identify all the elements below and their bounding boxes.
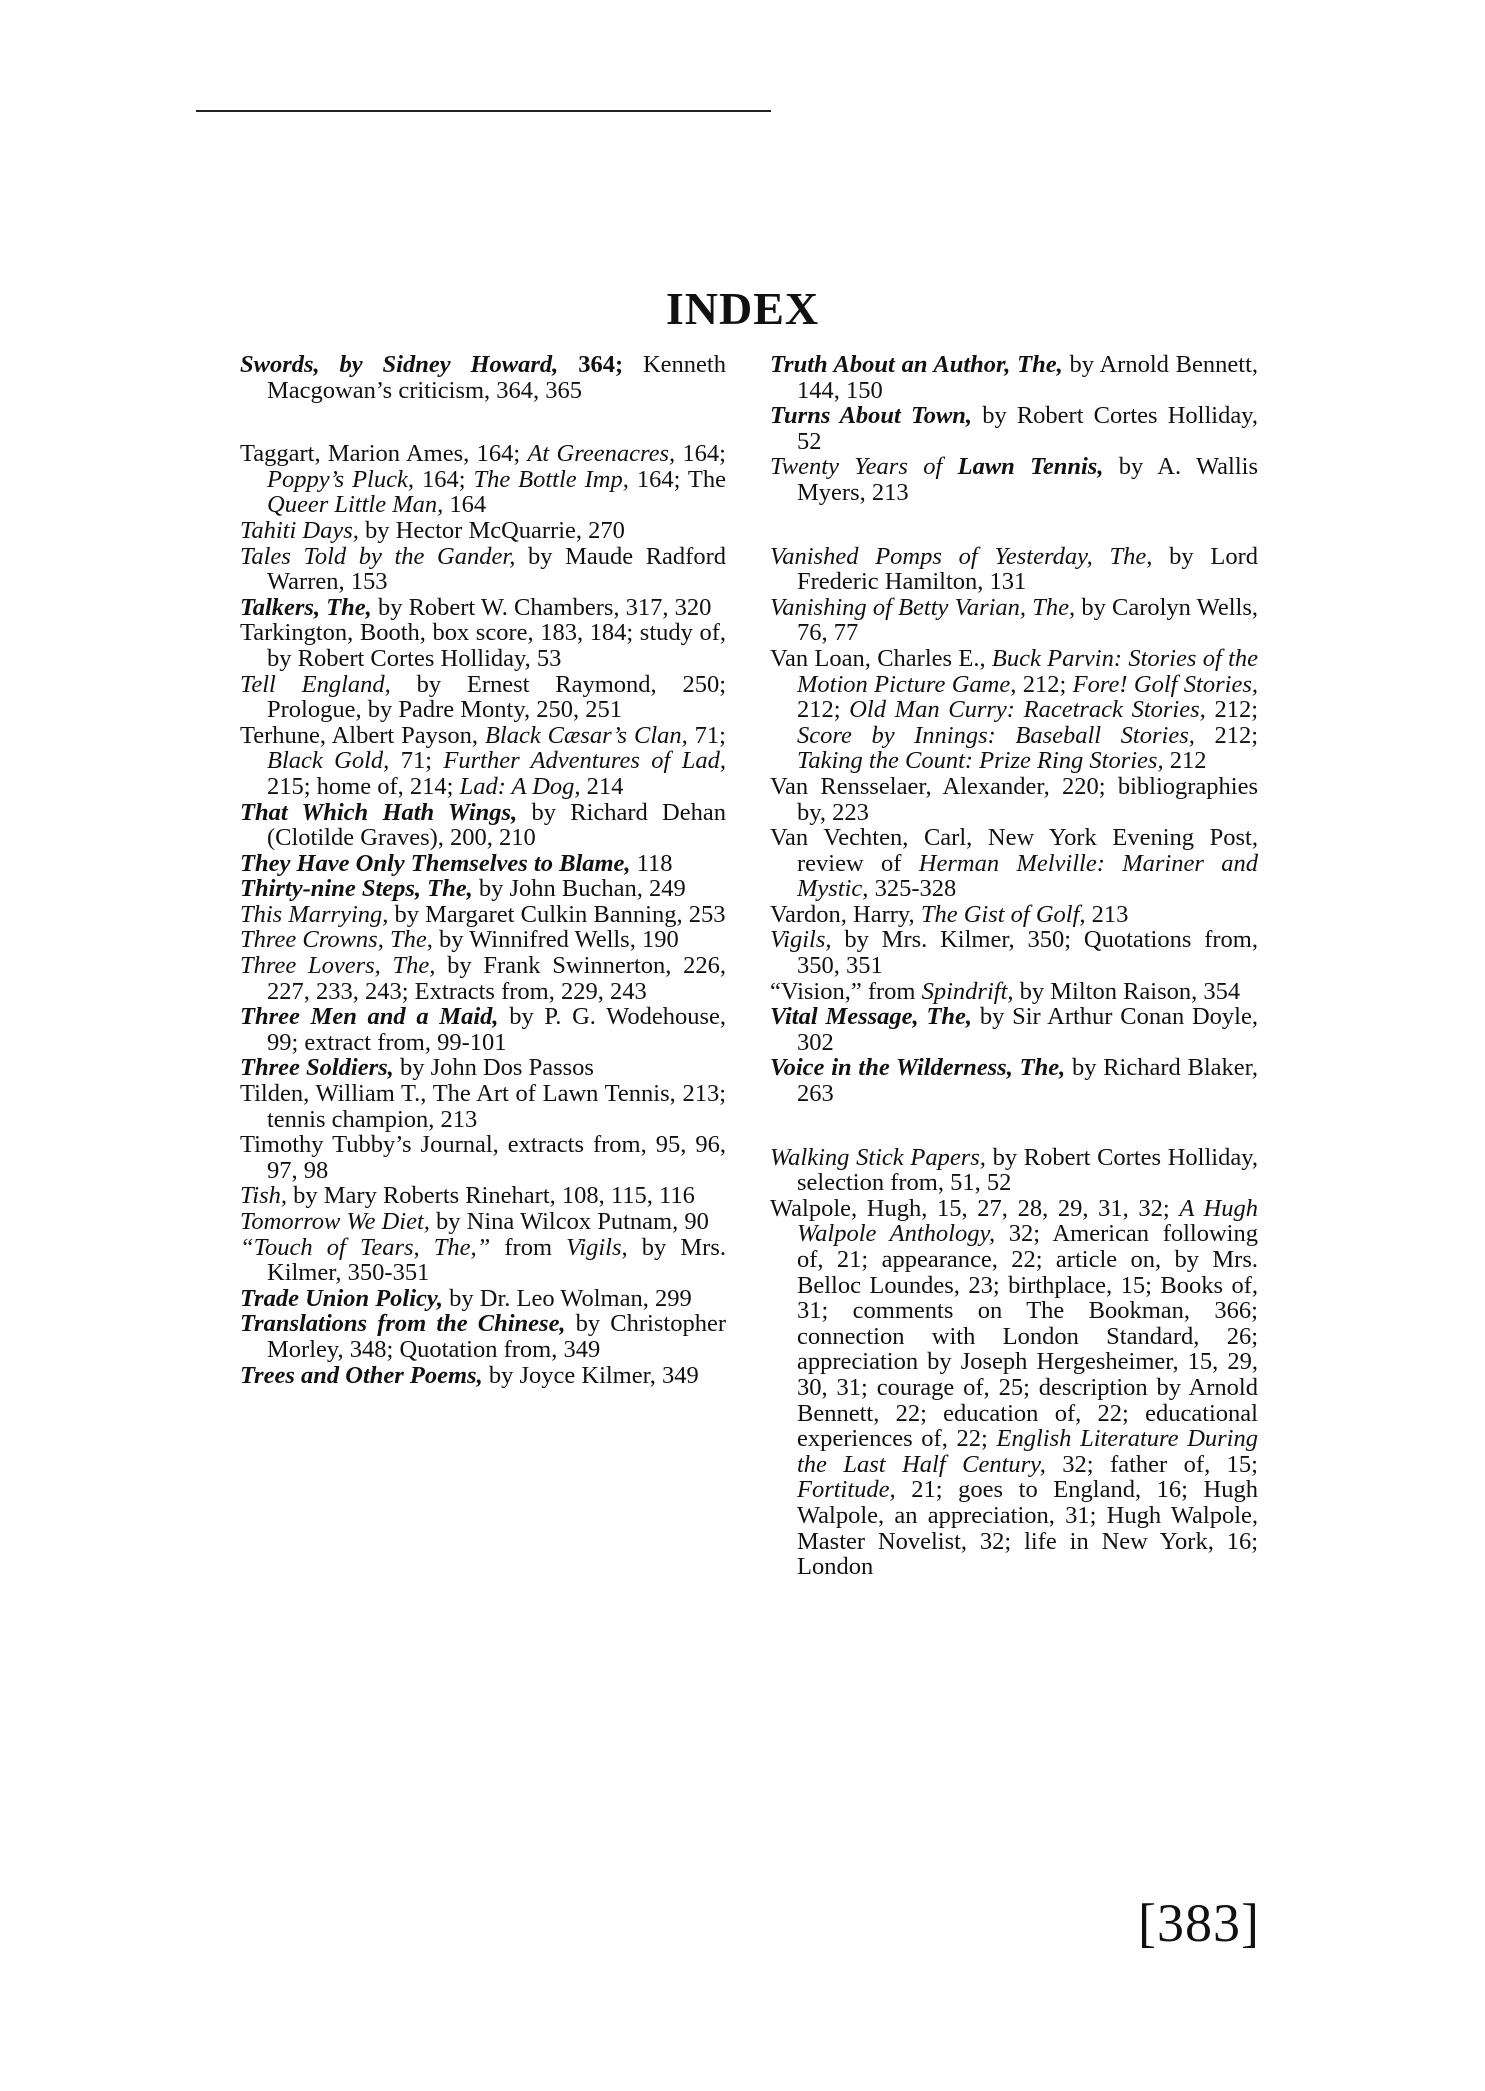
index-entry bbox=[770, 403, 1258, 454]
index-entry-text: Talkers, The, bbox=[240, 593, 372, 621]
index-entry-text: Old Man Curry: Racetrack Stories, bbox=[849, 696, 1206, 724]
index-entry-text: Turns About Town, bbox=[770, 402, 973, 430]
index-entry-text: Terhune, Albert Payson, bbox=[240, 721, 485, 749]
index-entry bbox=[770, 774, 1258, 825]
top-rule bbox=[196, 110, 771, 112]
index-entry-text: Taking the Count: Prize Ring Stories, bbox=[797, 747, 1164, 775]
index-entry-text: by Robert Cortes Holliday, 52 bbox=[797, 402, 1258, 455]
index-entry bbox=[770, 544, 1258, 595]
index-entry-text: 364; bbox=[558, 351, 624, 378]
index-entry-text: 212; bbox=[1205, 696, 1258, 724]
index-entry-text: by Mrs. Kilmer, 350-351 bbox=[267, 1233, 726, 1287]
index-entry-text: by Dr. Leo Wolman, 299 bbox=[443, 1284, 692, 1312]
index-entry-text: Voice in the Wilderness, The, bbox=[770, 1054, 1066, 1082]
index-entry-text: Walpole, Hugh, 15, 27, 28, 29, 31, 32; bbox=[770, 1194, 1180, 1222]
index-entry-text: by Christopher Morley, 348; Quotation from, 349 bbox=[267, 1310, 726, 1363]
index-entry-text: 71; bbox=[687, 721, 726, 749]
index-entry-text: Tarkington, Booth, box score, 183, 184; study of, by Robert Cortes Holliday, 53 bbox=[240, 619, 726, 672]
index-entry-text: Fortitude, bbox=[797, 1476, 896, 1504]
index-entry-text: Tomorrow We Diet, bbox=[240, 1208, 430, 1235]
index-entry bbox=[240, 1209, 726, 1235]
index-entry-text: Thirty-nine Steps, The, bbox=[240, 875, 473, 903]
index-entry-text: by Nina Wilcox Putnam, 90 bbox=[429, 1208, 709, 1235]
index-entry-text: Score by Innings: Baseball Stories, bbox=[797, 721, 1195, 749]
index-entry-text: Vital Message, The, bbox=[770, 1003, 973, 1031]
index-entry-text: 164; The bbox=[628, 465, 726, 493]
index-entry bbox=[240, 518, 726, 544]
index-entry-text: Taggart, Marion Ames, 164; bbox=[240, 440, 528, 468]
index-entry bbox=[240, 1132, 726, 1183]
index-entry-text: by Hector McQuarrie, 270 bbox=[358, 516, 625, 544]
index-entry-text: Three Soldiers, bbox=[240, 1054, 394, 1082]
index-entry-text: Lawn Tennis, bbox=[957, 453, 1104, 481]
index-entry bbox=[240, 595, 726, 621]
index-entry-text: 214 bbox=[580, 772, 624, 800]
index-entry-text: 213 bbox=[1085, 900, 1129, 928]
index-entry bbox=[240, 800, 726, 851]
index-entry bbox=[240, 441, 726, 518]
index-entry-text: by Milton Raison, 354 bbox=[1013, 977, 1241, 1005]
index-entry-text: Further Adventures of Lad, bbox=[443, 747, 726, 775]
index-entry bbox=[240, 1055, 726, 1081]
index-entry-text: from bbox=[490, 1233, 567, 1261]
index-entry-text: by Carolyn Wells, 76, 77 bbox=[797, 593, 1258, 647]
index-entry bbox=[240, 1004, 726, 1055]
index-entry-text: by Richard Blaker, 263 bbox=[797, 1054, 1258, 1108]
index-entry-text: by Frank Swinnerton, 226, 227, 233, 243; Extracts from, 229, 243 bbox=[267, 952, 726, 1005]
index-entry-text: “Touch of Tears, The,” bbox=[240, 1233, 491, 1261]
index-entry bbox=[240, 876, 726, 902]
index-entry bbox=[770, 1055, 1258, 1106]
index-entry bbox=[240, 1286, 726, 1312]
index-column-right bbox=[770, 352, 1258, 1580]
index-entry-text: Tish, bbox=[240, 1182, 287, 1210]
index-entry-text: Van Rensselaer, Alexander, 220; bibliographies by, 223 bbox=[770, 772, 1258, 826]
index-entry-text: 32; American following of, 21; appearance, 22; article on, by Mrs. Belloc Loundes, 23; birthplace, 15; Books of, 31; comments on The Bookman, 366; connection with London Standard, 26; appreciation by Joseph Hergesheimer, 15, 29, 30, 31; courage of, 25; description by Arnold Bennett, 22; education of, 22; educational experiences of, 22; bbox=[797, 1220, 1258, 1453]
index-entry bbox=[240, 1363, 726, 1389]
index-entry-text: Twenty Years of bbox=[770, 453, 958, 481]
index-entry-text: The Bottle Imp, bbox=[473, 465, 629, 493]
index-entry bbox=[770, 927, 1258, 978]
index-entry-text: Herman Melville: Mariner and Mystic, bbox=[797, 849, 1258, 903]
index-entry-text: Translations from the Chinese, bbox=[240, 1310, 566, 1338]
index-entry-text: by Ernest Raymond, 250; Prologue, by Padre Monty, 250, 251 bbox=[267, 670, 727, 724]
index-entry-text: Tilden, William T., The Art of Lawn Tennis, 213; tennis champion, 213 bbox=[240, 1080, 726, 1133]
index-entry-text: Tales Told by the Gander, bbox=[240, 542, 516, 570]
index-entry-text: 118 bbox=[630, 849, 673, 877]
index-entry-text: Trade Union Policy, bbox=[240, 1284, 444, 1312]
index-entry-text: Trees and Other Poems, bbox=[240, 1361, 483, 1389]
index-entry-text: At Greenacres, bbox=[527, 440, 676, 468]
index-entry-text: Walking Stick Papers, bbox=[770, 1143, 986, 1171]
index-entry-text: by Mary Roberts Rinehart, 108, 115, 116 bbox=[287, 1182, 695, 1210]
index-entry-text: Black Cæsar’s Clan, bbox=[484, 721, 688, 749]
index-entry bbox=[240, 352, 726, 403]
index-entry-text: by Lord Frederic Hamilton, 131 bbox=[797, 542, 1258, 596]
index-entry-text: They Have Only Themselves to Blame, bbox=[240, 849, 631, 877]
index-entry-text: by Robert Cortes Holliday, selection from, 51, 52 bbox=[797, 1143, 1258, 1197]
index-entry-text: That Which Hath Wings, bbox=[240, 798, 518, 826]
index-entry-text: by Robert W. Chambers, 317, 320 bbox=[371, 593, 712, 621]
index-entry-text: by Mrs. Kilmer, 350; Quotations from, 350, 351 bbox=[797, 926, 1258, 980]
index-column-left bbox=[240, 352, 726, 1388]
index-entry-text: Van Vechten, Carl, New York Evening Post, review of bbox=[770, 824, 1258, 877]
index-entry-text: The Gist of Golf, bbox=[920, 900, 1086, 928]
index-entry-text: by Sir Arthur Conan Doyle, 302 bbox=[797, 1003, 1258, 1056]
index-entry bbox=[240, 851, 726, 877]
index-entry-text: 212; bbox=[1016, 670, 1073, 698]
index-entry bbox=[240, 723, 726, 800]
index-entry bbox=[240, 672, 726, 723]
index-entry-text: Vardon, Harry, bbox=[770, 900, 921, 928]
index-entry bbox=[770, 454, 1258, 505]
index-entry-text: 164; bbox=[413, 465, 474, 493]
index-entry-text: Three Crowns, The, bbox=[240, 926, 433, 954]
index-entry-text: 164; bbox=[675, 440, 726, 468]
index-entry-text: “Vision,” from bbox=[770, 977, 922, 1005]
index-entry-text: by Maude Radford Warren, 153 bbox=[267, 542, 726, 596]
index-entry-text: Buck Parvin: Stories of the Motion Picture Game, bbox=[797, 644, 1258, 698]
index-entry-text: by Arnold Bennett, 144, 150 bbox=[797, 351, 1258, 404]
index-entry bbox=[240, 902, 726, 928]
index-entry bbox=[770, 1196, 1258, 1580]
index-entry-text: 325-328 bbox=[868, 875, 957, 903]
index-entry-text: Vigils, bbox=[770, 926, 832, 954]
index-entry-text: Spindrift, bbox=[921, 977, 1014, 1005]
index-entry-text: Vanished Pomps of Yesterday, The, bbox=[770, 542, 1153, 570]
index-entry-text: 32; father of, 15; bbox=[1045, 1450, 1258, 1478]
index-entry-text: Van Loan, Charles E., bbox=[770, 644, 992, 672]
index-entry-text: 212 bbox=[1163, 747, 1207, 775]
index-entry-text: English Literature During the Last Half Century, bbox=[797, 1425, 1258, 1478]
index-entry-text: Kenneth Macgowan’s criticism, 364, 365 bbox=[267, 351, 726, 404]
index-entry bbox=[240, 620, 726, 671]
index-entry bbox=[770, 352, 1258, 403]
index-entry-text: by Joyce Kilmer, 349 bbox=[482, 1361, 699, 1389]
index-entry-text: Vanishing of Betty Varian, The, bbox=[770, 593, 1076, 621]
index-entry bbox=[770, 979, 1258, 1005]
index-entry-text: 21; goes to England, 16; Hugh Walpole, an appreciation, 31; Hugh Walpole, Master Novelist, 32; life in New York, 16; London bbox=[797, 1476, 1258, 1581]
index-entry bbox=[240, 544, 726, 595]
index-entry bbox=[240, 1311, 726, 1362]
index-entry bbox=[770, 1145, 1258, 1196]
index-entry-text: Lad: A Dog, bbox=[459, 772, 581, 800]
index-entry-text: 212; bbox=[1194, 721, 1259, 749]
index-entry bbox=[240, 1235, 726, 1286]
index-entry-text: by Richard Dehan (Clotilde Graves), 200, 210 bbox=[267, 798, 726, 852]
index-entry-text: Tell England, bbox=[240, 670, 391, 698]
index-entry-text: 212; bbox=[797, 696, 850, 724]
index-entry-text: by A. Wallis Myers, 213 bbox=[797, 453, 1258, 506]
index-entry-text: Three Lovers, The, bbox=[240, 952, 436, 980]
index-entry-text: 71; bbox=[389, 747, 444, 775]
page-title: INDEX bbox=[665, 283, 820, 334]
index-entry bbox=[770, 595, 1258, 646]
index-entry-text: 215; home of, 214; bbox=[267, 772, 460, 800]
index-entry-text: by Margaret Culkin Banning, 253 bbox=[388, 900, 726, 928]
index-entry bbox=[240, 927, 726, 953]
page-number: [383] bbox=[1138, 1893, 1260, 1953]
index-entry-text: This Marrying, bbox=[240, 900, 389, 928]
index-entry bbox=[770, 825, 1258, 902]
index-entry-text: Three Men and a Maid, bbox=[240, 1003, 499, 1031]
index-entry bbox=[240, 1081, 726, 1132]
index-entry-text: Vigils, bbox=[566, 1233, 628, 1261]
index-entry-text: Fore! Golf Stories, bbox=[1072, 670, 1258, 698]
index-entry-text: Queer Little Man, bbox=[267, 491, 444, 519]
index-entry-text: by Winnifred Wells, 190 bbox=[432, 926, 679, 954]
index-entry-text: 164 bbox=[443, 491, 487, 519]
index-entry-text: by John Buchan, 249 bbox=[472, 875, 686, 903]
index-entry bbox=[770, 1004, 1258, 1055]
index-entry bbox=[240, 953, 726, 1004]
index-entry-text: Tahiti Days, bbox=[240, 516, 359, 544]
index-entry bbox=[770, 646, 1258, 774]
index-entry-text: A Hugh Walpole Anthology, bbox=[797, 1194, 1258, 1248]
index-entry-text: Poppy’s Pluck, bbox=[267, 465, 414, 493]
index-entry-text: by John Dos Passos bbox=[393, 1054, 594, 1082]
index-entry-text: Timothy Tubby’s Journal, extracts from, 95, 96, 97, 98 bbox=[240, 1131, 726, 1184]
index-entry-text: Truth About an Author, The, bbox=[770, 351, 1063, 378]
index-entry-text: Black Gold, bbox=[267, 747, 390, 775]
index-entry bbox=[240, 1183, 726, 1209]
index-entry bbox=[770, 902, 1258, 928]
index-entry-text: by P. G. Wodehouse, 99; extract from, 99-101 bbox=[267, 1003, 726, 1056]
index-entry-text: Swords, by Sidney Howard, bbox=[240, 351, 559, 378]
